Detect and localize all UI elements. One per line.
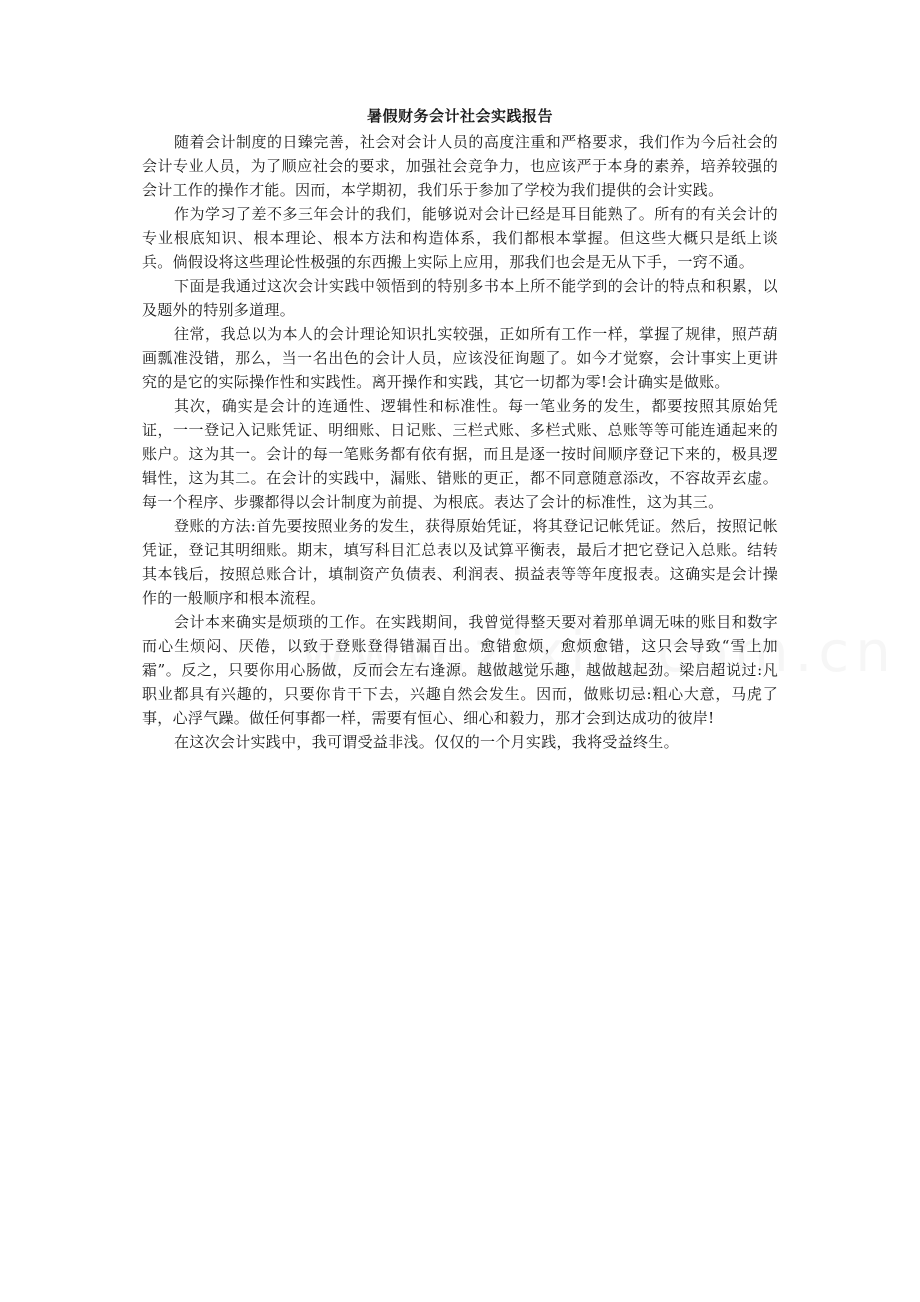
paragraph-6: 登账的方法:首先要按照业务的发生，获得原始凭证，将其登记记帐凭证。然后，按照记帐凭证，登记其明细账。期末，填写科目汇总表以及试算平衡表，最后才把它登记入总账。结转其本钱后，按照总账合计，填制资产负债表、利润表、损益表等等年度报表。这确实是会计操作的一般顺序和根本流程。	[142, 517, 778, 607]
paragraph-2: 作为学习了差不多三年会计的我们，能够说对会计已经是耳目能熟了。所有的有关会计的专业根底知识、根本理论、根本方法和构造体系，我们都根本掌握。但这些大概只是纸上谈兵。倘假设将这些理论性极强的东西搬上实际上应用，那我们也会是无从下手，一窍不通。	[142, 205, 778, 271]
paragraph-5: 其次，确实是会计的连通性、逻辑性和标准性。每一笔业务的发生，都要按照其原始凭证，一一登记入记账凭证、明细账、日记账、三栏式账、多栏式账、总账等等可能连通起来的账户。这为其一。会计的每一笔账务都有依有据，而且是逐一按时间顺序登记下来的，极具逻辑性，这为其二。在会计的实践中，漏账、错账的更正，都不同意随意添改，不容故弄玄虚。每一个程序、步骤都得以会计制度为前提、为根底。表达了会计的标准性，这为其三。	[142, 397, 778, 511]
paragraph-1: 随着会计制度的日臻完善，社会对会计人员的高度注重和严格要求，我们作为今后社会的会计专业人员，为了顺应社会的要求，加强社会竞争力，也应该严于本身的素养，培养较强的会计工作的操作才能。因而，本学期初，我们乐于参加了学校为我们提供的会计实践。	[142, 133, 778, 199]
paragraph-7: 会计本来确实是烦琐的工作。在实践期间，我曾觉得整天要对着那单调无味的账目和数字而心生烦闷、厌倦，以致于登账登得错漏百出。愈错愈烦，愈烦愈错，这只会导致“雪上加霜”。反之，只要你用心肠做，反而会左右逢源。越做越觉乐趣，越做越起劲。梁启超说过:凡职业都具有兴趣的，只要你肯干下去，兴趣自然会发生。因而，做账切忌:粗心大意，马虎了事，心浮气躁。做任何事都一样，需要有恒心、细心和毅力，那才会到达成功的彼岸!	[142, 613, 778, 727]
paragraph-8: 在这次会计实践中，我可谓受益非浅。仅仅的一个月实践，我将受益终生。	[174, 733, 679, 751]
document-title: 暑假财务会计社会实践报告	[366, 107, 553, 125]
paragraph-3: 下面是我通过这次会计实践中领悟到的特别多书本上所不能学到的会计的特点和积累，以及题外的特别多道理。	[142, 277, 778, 319]
document-page	[142, 104, 778, 754]
paragraph-4: 往常，我总以为本人的会计理论知识扎实较强，正如所有工作一样，掌握了规律，照芦葫画瓢准没错，那么，当一名出色的会计人员，应该没征询题了。如今才觉察，会计事实上更讲究的是它的实际操作性和实践性。离开操作和实践，其它一切都为零!会计确实是做账。	[142, 325, 778, 391]
